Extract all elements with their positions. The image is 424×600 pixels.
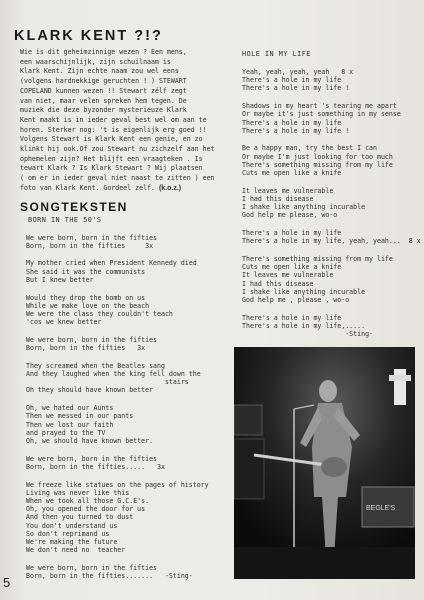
lyric-stanza: Would they drop the bomb on us While we make love on the beach We were the class they couldn't teach 'cos we knew better (26, 293, 173, 327)
stage-floor (234, 547, 415, 579)
song-lyrics-hole-in-my-life (242, 68, 421, 339)
article-signature: (k.o.z.) (158, 184, 182, 192)
lyric-stanza: Oh, we hated our Aunts Then we messed in our pants Then we lost our faith and prayed to the TV Oh, we should have known better. (26, 404, 154, 445)
lyric-stanza: My mother cried when President Kennedy died She said it was the communists But I knew better (26, 259, 197, 284)
guitar-body (321, 457, 347, 477)
lyric-stanza: We were born, born in the fifties Born, born in the fifties....... -Sting- (26, 563, 193, 581)
lyric-stanza: Yeah, yeah, yeah, yeah 8 x There's a hole in my life There's a hole in my life ! (242, 68, 354, 93)
lyric-stanza: They screamed when the Beatles sang And they laughed when the king fell down the stairs Oh they should have known better (26, 361, 201, 395)
drum-logo: BEGLE'S (366, 505, 396, 512)
stage-light (394, 369, 406, 405)
stage-light-bar (389, 375, 411, 381)
right-column (242, 50, 421, 348)
lyric-stanza: Be a happy man, try the best I can Or maybe I'm just looking for too much There's something missing from my life Cuts me open like a knife (242, 144, 393, 178)
lyric-stanza: There's something missing from my life Cuts me open like a knife It leaves me vulnerable I had this disease I shake like anything incurable God help me , please , wo-o (242, 254, 393, 304)
lyric-stanza: Shadows in my heart 's tearing me apart Or maybe it's just something in my sense There's a hole in my life There's a hole in my life ! (242, 102, 401, 135)
lyric-stanza: We were born, born in the fifties Born, born in the fifties 3x (26, 335, 158, 353)
lyric-stanza: We were born, born in the fifties Born, born in the fifties 3x (26, 233, 158, 250)
lyric-stanza: There's a hole in my life There's a hole in my life, yeah, yeah... 8 x (242, 229, 421, 246)
article-body (20, 48, 228, 194)
lyric-stanza: There's a hole in my life There's a hole in my life,..... -Sting- (242, 313, 374, 339)
song-title-born-in-the-50s: BORN IN THE 50'S (28, 215, 102, 224)
amplifier (234, 405, 262, 435)
section-heading: SONGTEKSTEN (20, 199, 128, 214)
concert-photo (234, 347, 415, 579)
concert-photo-drawing (234, 347, 415, 579)
lyric-stanza: We were born, born in the fifties Born, born in the fifties..... 3x (26, 454, 165, 471)
speaker-cabinet (234, 439, 264, 499)
article-title: KLARK KENT ?!? (14, 28, 163, 44)
song-lyrics-born-in-the-50s (26, 234, 228, 581)
page-number: 5 (3, 575, 11, 590)
lyric-stanza: It leaves me vulnerable I had this disease I shake like anything incurable God help me please, wo-o (242, 186, 366, 220)
lyric-stanza: We freeze like statues on the pages of history Living was never like this When we took all those G.C.E's. Oh, you opened the door for us And then you turned to dust You don't understand us So don't reprimand us We're making the future We don't need no teacher (26, 480, 209, 555)
song-title-hole-in-my-life: HOLE IN MY LIFE (242, 50, 311, 58)
left-column (14, 28, 228, 590)
article-text: Wie is dit geheimzinnige wezen ? Een mens, een waarschijnlijk, zijn schuilnaam is Klark Kent. Zijn echte naam zou wel eens (volgens hardnekkige geruchten ! ) STEWART COPELAND kunnen wezen !! Stewart zélf zegt van niet, maar velen spreken hem tegen. De muziek die deze byzonder mysterieuze Klark Kent maakt is in ieder geval best wel om aan te horen. Sterker nog: 't is eigenlijk erg goed !! Volgens Stewart is Klark Kent een genie, en zo klinkt hij ook.Of zou Stewart nu zichzelf aan het ophemelen zijn? Het blijft een vraagteken . Is tewart Klark ? Is Klark Stewart ? Wij plaatsen ( om er in ieder geval niet naast te zitten ) een foto van Klark Kent. Gordeel zelf. (20, 48, 215, 192)
